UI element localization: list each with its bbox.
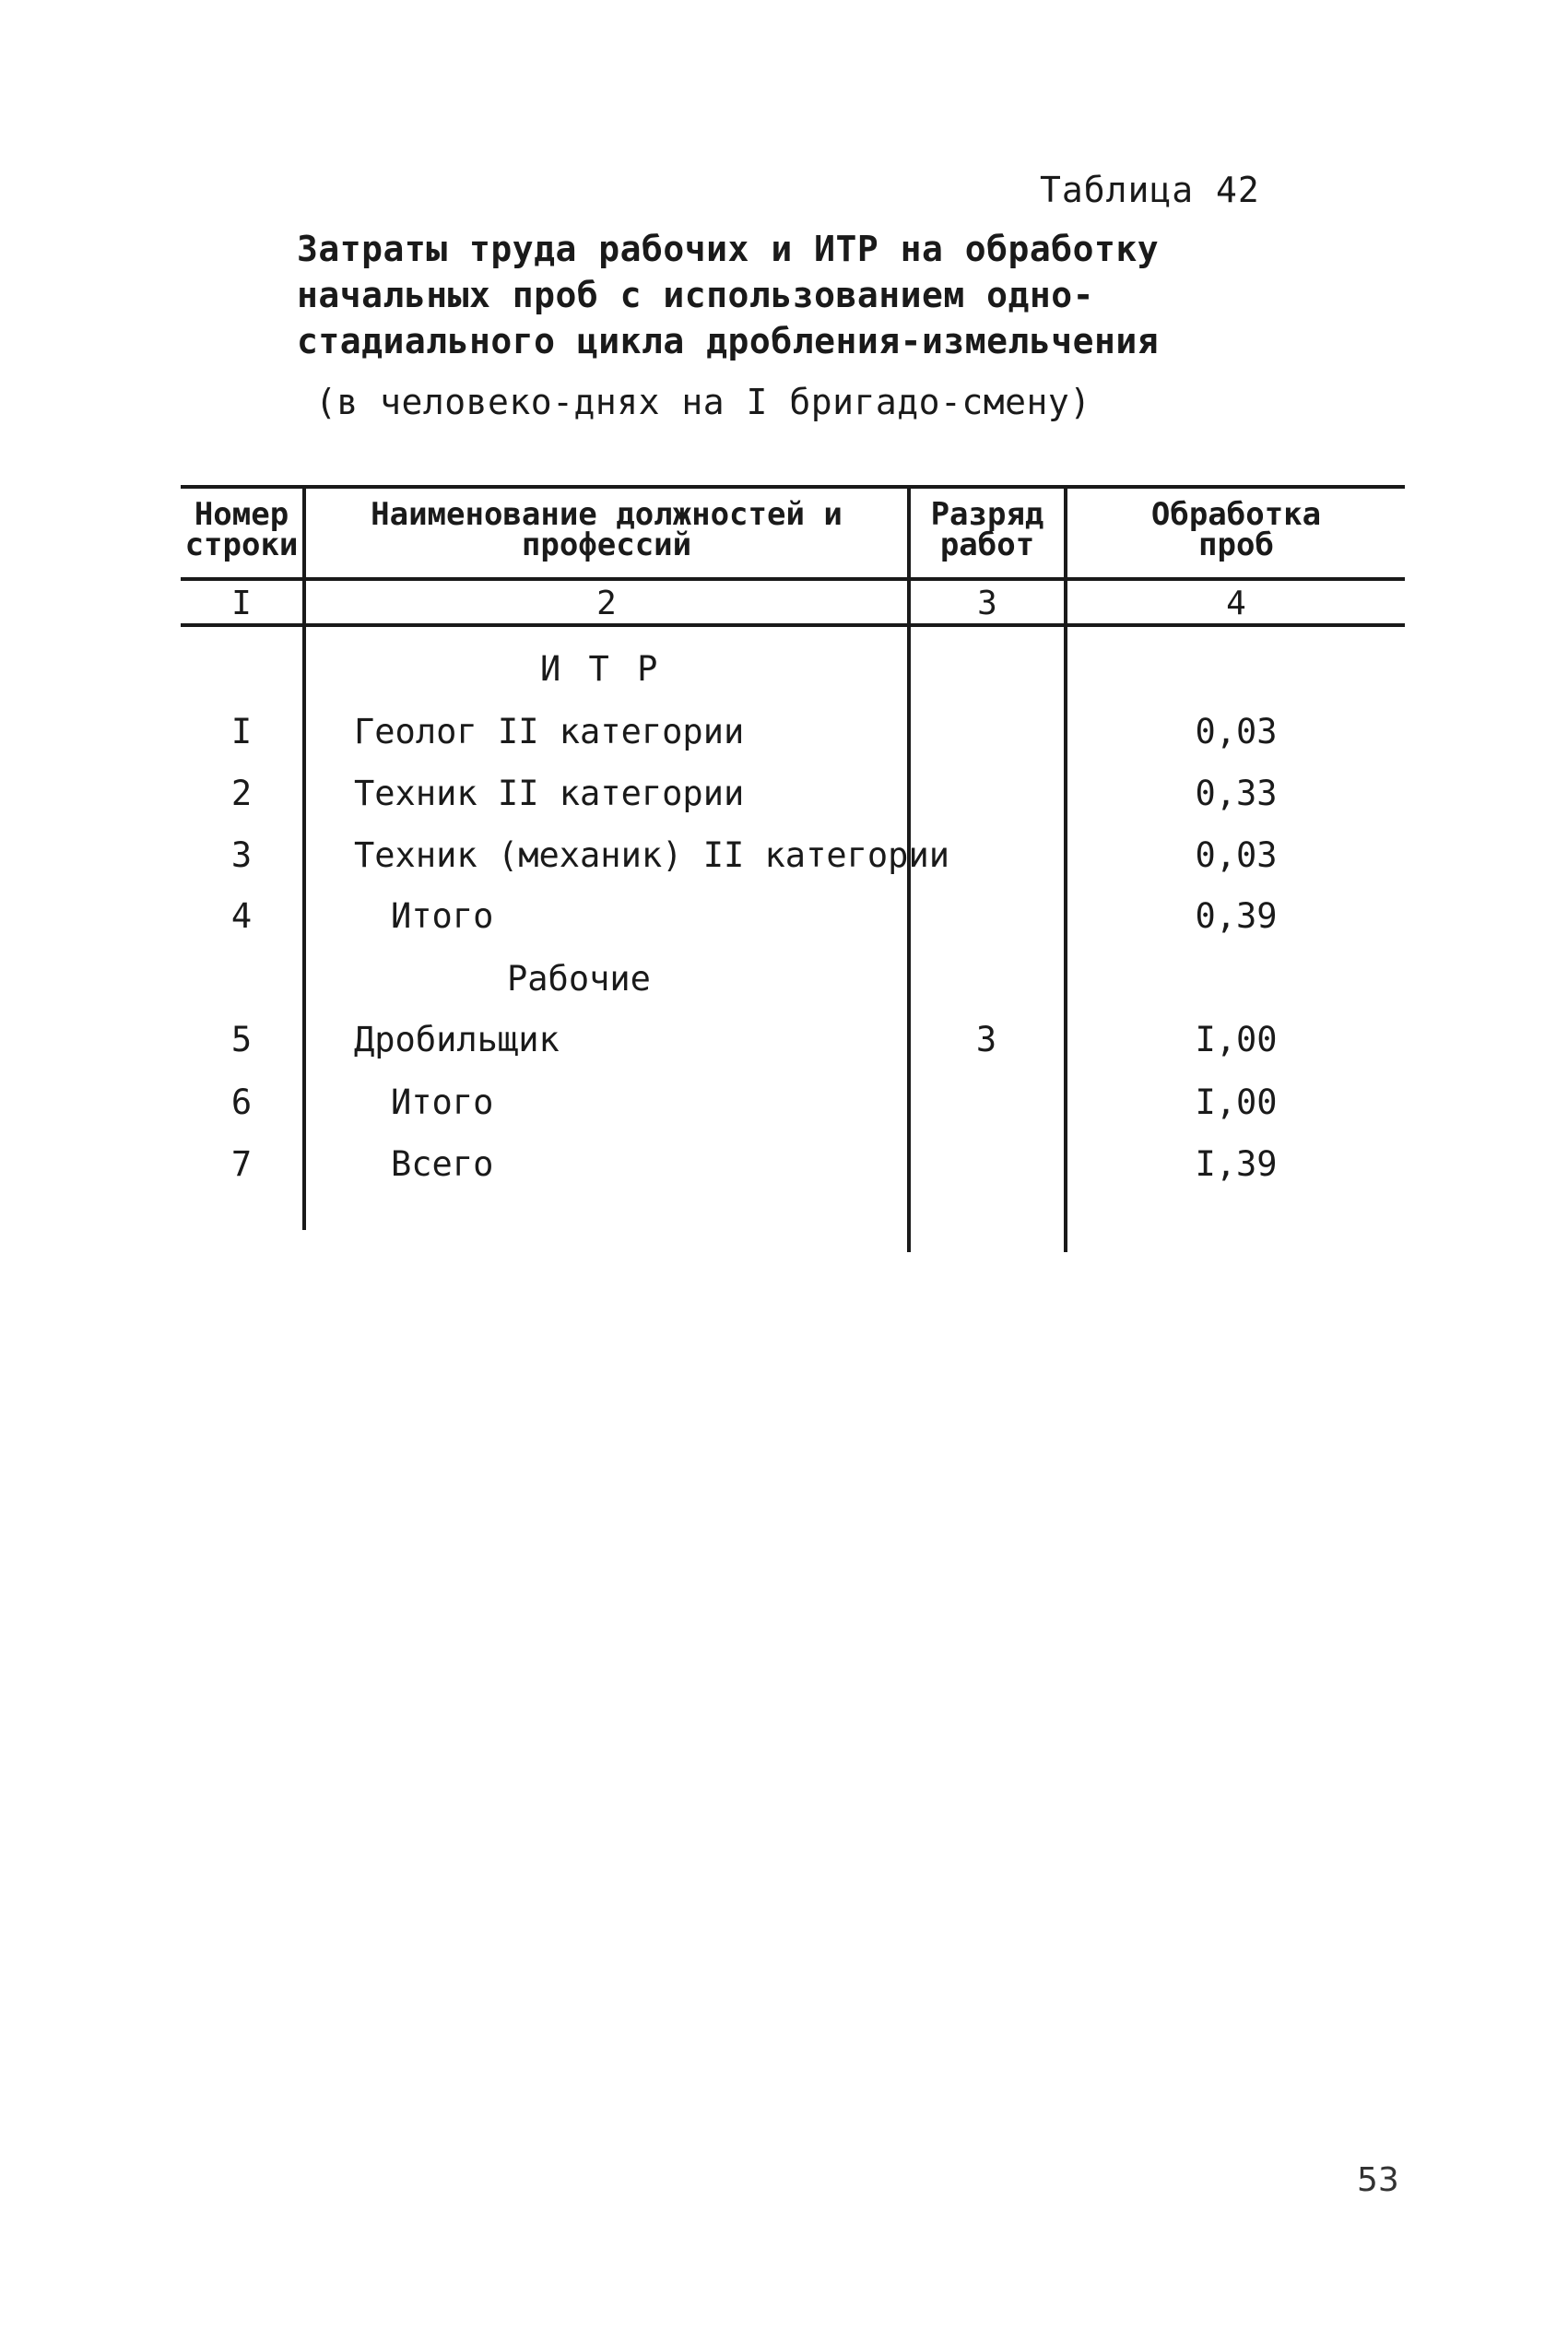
column-number: 2	[596, 585, 617, 622]
table-row	[181, 774, 1405, 820]
header-text: Разряд	[930, 496, 1044, 533]
header-grade	[911, 496, 1064, 563]
row-value: I,00	[1195, 1082, 1278, 1122]
row-position: Итого	[391, 896, 494, 936]
header-text: профессий	[521, 526, 692, 563]
header-bottom-rule	[181, 577, 1405, 581]
section-title-itr: И Т Р	[540, 649, 662, 689]
row-position: Геолог II категории	[354, 712, 745, 751]
header-text: проб	[1198, 526, 1274, 563]
row-position: Техник (механик) II категории	[354, 835, 950, 875]
column-number-rule	[181, 623, 1405, 627]
table-row	[181, 835, 1405, 881]
table-row	[181, 712, 1405, 758]
units-note: (в человеко-днях на I бригадо-смену)	[315, 382, 1091, 422]
row-number: I	[230, 712, 253, 751]
row-value: 0,03	[1195, 712, 1278, 751]
row-number: 5	[230, 1020, 253, 1059]
table-caption	[297, 226, 1160, 364]
header-position-name	[306, 496, 907, 563]
table-label: Таблица 42	[1040, 170, 1260, 210]
row-value: 0,03	[1195, 835, 1278, 875]
table-row	[181, 896, 1405, 942]
header-text: Наименование должностей и	[371, 496, 843, 533]
row-value: I,00	[1195, 1020, 1278, 1059]
table-row	[181, 1082, 1405, 1129]
row-position: Техник II категории	[354, 774, 745, 813]
row-position: Итого	[391, 1082, 494, 1122]
header-text: Обработка	[1150, 496, 1322, 533]
section-title-workers: Рабочие	[507, 959, 651, 999]
column-number: 3	[977, 585, 997, 622]
table-top-rule	[181, 485, 1405, 489]
row-grade: 3	[975, 1020, 997, 1059]
row-value: I,39	[1195, 1144, 1278, 1184]
header-text: работ	[939, 526, 1035, 563]
table-row	[181, 1020, 1405, 1066]
labor-table	[181, 485, 1405, 1252]
page-number: 53	[1357, 2161, 1399, 2199]
row-number: 2	[230, 774, 253, 813]
header-sample-processing	[1067, 496, 1405, 563]
row-value: 0,39	[1195, 896, 1278, 936]
row-number: 6	[230, 1082, 253, 1122]
caption-line: начальных проб с использованием одно-	[297, 275, 1094, 315]
row-number: 4	[230, 896, 253, 936]
header-text: строки	[184, 526, 299, 563]
column-number: 4	[1226, 585, 1246, 622]
column-number: I	[231, 585, 252, 622]
table-row	[181, 1144, 1405, 1190]
header-row-number	[181, 496, 302, 563]
row-position: Дробильщик	[354, 1020, 560, 1059]
header-text: Номер	[194, 496, 289, 533]
row-number: 3	[230, 835, 253, 875]
row-number: 7	[230, 1144, 253, 1184]
caption-line: стадиального цикла дробления-измельчения	[297, 321, 1160, 361]
caption-line: Затраты труда рабочих и ИТР на обработку	[297, 229, 1160, 269]
row-value: 0,33	[1195, 774, 1278, 813]
row-position: Всего	[391, 1144, 494, 1184]
